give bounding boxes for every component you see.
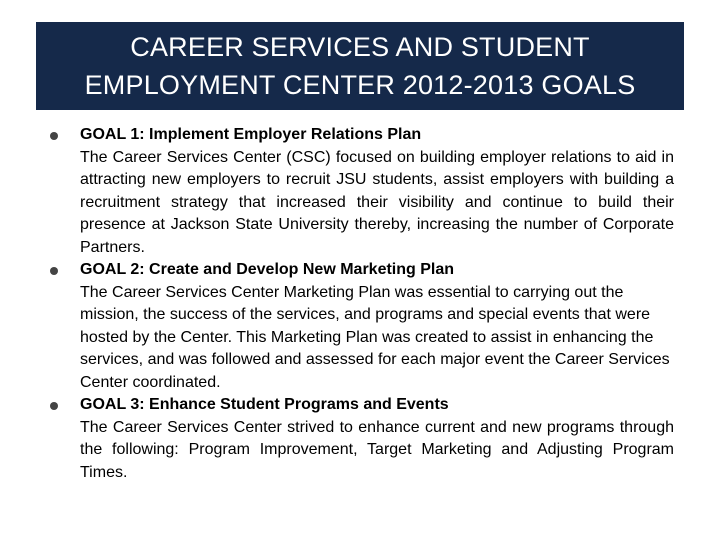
goal-1-heading: GOAL 1: Implement Employer Relations Plan — [80, 126, 422, 143]
bullet-icon — [50, 402, 58, 410]
goal-2-item — [50, 259, 674, 394]
goal-2-heading: GOAL 2: Create and Develop New Marketing Plan — [80, 261, 455, 278]
goal-2-body: The Career Services Center Marketing Plan was essential to carrying out the mission, the success of the services, and programs and special events that were hosted by the Center. This Marketing Plan was created to assist in enhancing the services, and was followed and assessed for each major event the Career Services Center coordinated. — [80, 283, 670, 391]
goal-3-heading: GOAL 3: Enhance Student Programs and Events — [80, 396, 449, 413]
goal-1-body: The Career Services Center (CSC) focused on building employer relations to aid in attracting new employers to recruit JSU students, assist employers with building a recruitment strategy that increased their visibility and continue to build their presence at Jackson State University thereby, increasing the number of Corporate Partners. — [80, 148, 674, 256]
page-title-line-1: CAREER SERVICES AND STUDENT — [130, 32, 590, 62]
goal-3-body: The Career Services Center strived to enhance current and new programs through the following: Program Improvement, Target Marketing and Adjusting Program Times. — [80, 418, 674, 481]
goals-list — [50, 124, 674, 484]
goal-1-item — [50, 124, 674, 259]
goal-3-item — [50, 394, 674, 484]
page-title-line-2: EMPLOYMENT CENTER 2012-2013 GOALS — [84, 70, 636, 100]
bullet-icon — [50, 132, 58, 140]
title-banner — [36, 22, 684, 110]
bullet-icon — [50, 267, 58, 275]
